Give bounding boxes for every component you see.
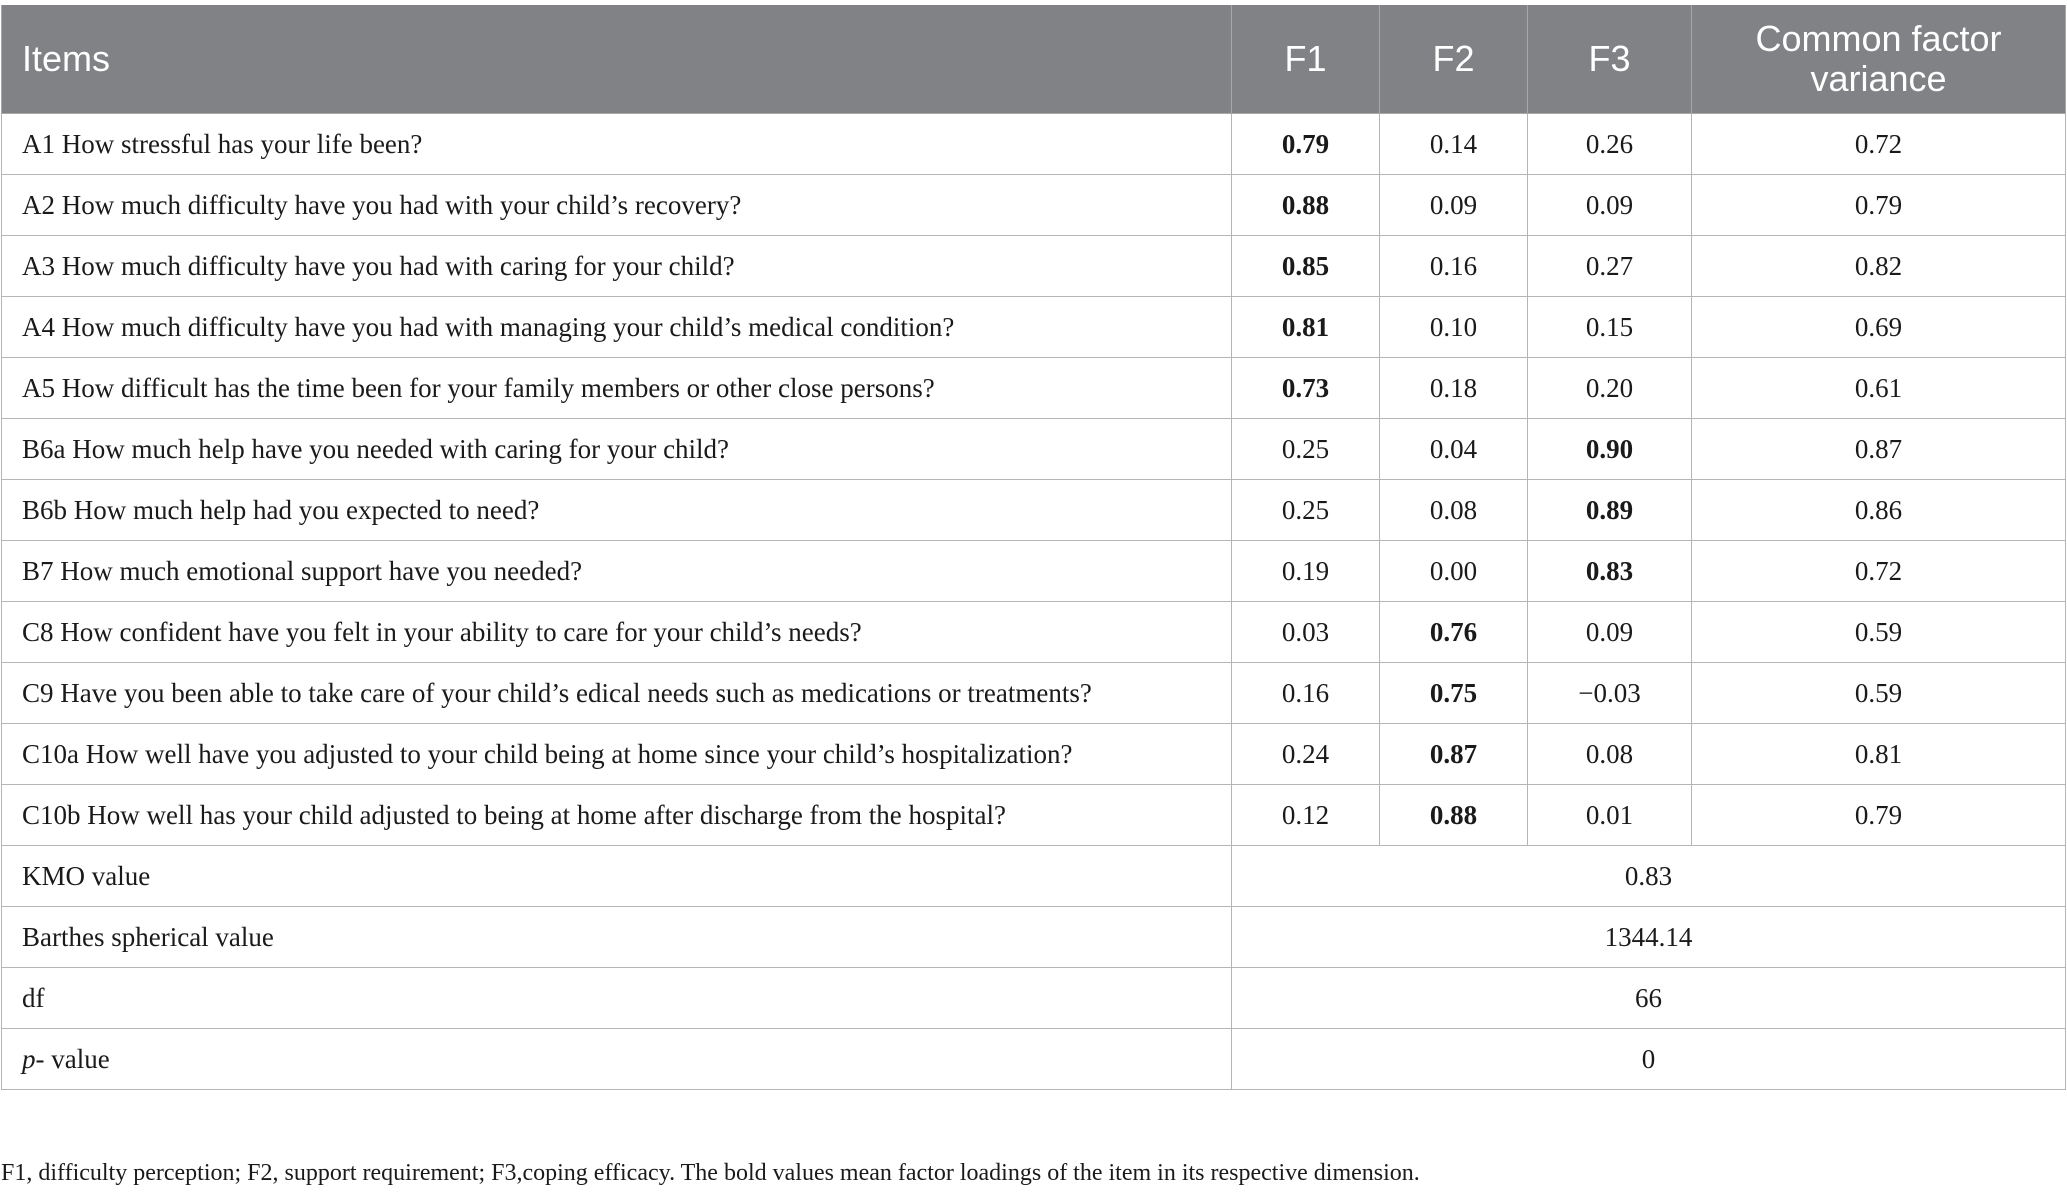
f2-cell: 0.18 <box>1380 358 1528 419</box>
item-cell: A2 How much difficulty have you had with your child’s recovery? <box>2 175 1232 236</box>
header-f1: F1 <box>1232 5 1380 114</box>
summary-value: 1344.14 <box>1232 907 2066 968</box>
cfv-cell: 0.69 <box>1692 297 2066 358</box>
cfv-cell: 0.59 <box>1692 663 2066 724</box>
cfv-cell: 0.59 <box>1692 602 2066 663</box>
summary-label: KMO value <box>2 846 1232 907</box>
p-italic: p <box>22 1043 36 1074</box>
f2-cell: 0.75 <box>1380 663 1528 724</box>
f1-cell: 0.25 <box>1232 480 1380 541</box>
table-body <box>2 114 2066 1090</box>
cfv-cell: 0.79 <box>1692 175 2066 236</box>
item-cell: A4 How much difficulty have you had with managing your child’s medical condition? <box>2 297 1232 358</box>
f3-cell: 0.01 <box>1528 785 1692 846</box>
f1-cell: 0.88 <box>1232 175 1380 236</box>
table-row <box>2 358 2066 419</box>
f2-cell: 0.09 <box>1380 175 1528 236</box>
f1-cell: 0.24 <box>1232 724 1380 785</box>
f1-cell: 0.25 <box>1232 419 1380 480</box>
table-row <box>2 724 2066 785</box>
summary-value: 66 <box>1232 968 2066 1029</box>
item-cell: C10a How well have you adjusted to your child being at home since your child’s hospitalization? <box>2 724 1232 785</box>
item-cell: C8 How confident have you felt in your ability to care for your child’s needs? <box>2 602 1232 663</box>
f3-cell: 0.89 <box>1528 480 1692 541</box>
table-header-row <box>2 5 2066 114</box>
item-cell: A1 How stressful has your life been? <box>2 114 1232 175</box>
cfv-cell: 0.87 <box>1692 419 2066 480</box>
f2-cell: 0.04 <box>1380 419 1528 480</box>
f3-cell: 0.27 <box>1528 236 1692 297</box>
item-cell: C10b How well has your child adjusted to being at home after discharge from the hospital? <box>2 785 1232 846</box>
table-row <box>2 175 2066 236</box>
f1-cell: 0.85 <box>1232 236 1380 297</box>
cfv-cell: 0.72 <box>1692 541 2066 602</box>
cfv-cell: 0.72 <box>1692 114 2066 175</box>
f3-cell: 0.20 <box>1528 358 1692 419</box>
table-row <box>2 297 2066 358</box>
f2-cell: 0.00 <box>1380 541 1528 602</box>
cfv-cell: 0.82 <box>1692 236 2066 297</box>
f1-cell: 0.16 <box>1232 663 1380 724</box>
f2-cell: 0.10 <box>1380 297 1528 358</box>
f1-cell: 0.03 <box>1232 602 1380 663</box>
summary-value: 0.83 <box>1232 846 2066 907</box>
summary-row-kmo <box>2 846 2066 907</box>
header-cfv-line1: Common factor <box>1755 18 2002 59</box>
f1-cell: 0.79 <box>1232 114 1380 175</box>
p-label-rest: - value <box>35 1043 110 1074</box>
header-cfv-line2: variance <box>1810 58 1947 99</box>
item-cell: B7 How much emotional support have you needed? <box>2 541 1232 602</box>
f2-cell: 0.16 <box>1380 236 1528 297</box>
summary-value: 0 <box>1232 1029 2066 1090</box>
f3-cell: 0.09 <box>1528 602 1692 663</box>
table-row <box>2 663 2066 724</box>
header-f3: F3 <box>1528 5 1692 114</box>
f3-cell: −0.03 <box>1528 663 1692 724</box>
item-cell: A5 How difficult has the time been for your family members or other close persons? <box>2 358 1232 419</box>
factor-loadings-table <box>1 5 2066 1090</box>
table-footnote: F1, difficulty perception; F2, support requirement; F3,coping efficacy. The bold values mean factor loadings of the item in its respective dimension. <box>1 1160 1420 1186</box>
header-f2: F2 <box>1380 5 1528 114</box>
f2-cell: 0.14 <box>1380 114 1528 175</box>
table-row <box>2 541 2066 602</box>
table-row <box>2 785 2066 846</box>
f3-cell: 0.08 <box>1528 724 1692 785</box>
table-row <box>2 236 2066 297</box>
item-cell: B6b How much help had you expected to need? <box>2 480 1232 541</box>
f3-cell: 0.15 <box>1528 297 1692 358</box>
f2-cell: 0.88 <box>1380 785 1528 846</box>
f3-cell: 0.26 <box>1528 114 1692 175</box>
cfv-cell: 0.86 <box>1692 480 2066 541</box>
f1-cell: 0.19 <box>1232 541 1380 602</box>
cfv-cell: 0.61 <box>1692 358 2066 419</box>
cfv-cell: 0.79 <box>1692 785 2066 846</box>
f3-cell: 0.09 <box>1528 175 1692 236</box>
f1-cell: 0.81 <box>1232 297 1380 358</box>
table-row <box>2 602 2066 663</box>
table-row <box>2 114 2066 175</box>
header-items: Items <box>2 5 1232 114</box>
summary-row-p-value <box>2 1029 2066 1090</box>
f2-cell: 0.87 <box>1380 724 1528 785</box>
cfv-cell: 0.81 <box>1692 724 2066 785</box>
f2-cell: 0.76 <box>1380 602 1528 663</box>
item-cell: A3 How much difficulty have you had with caring for your child? <box>2 236 1232 297</box>
f2-cell: 0.08 <box>1380 480 1528 541</box>
table-row <box>2 480 2066 541</box>
factor-analysis-table-container <box>1 5 2065 1090</box>
summary-label: df <box>2 968 1232 1029</box>
summary-row-barthes <box>2 907 2066 968</box>
table-row <box>2 419 2066 480</box>
item-cell: B6a How much help have you needed with caring for your child? <box>2 419 1232 480</box>
f1-cell: 0.12 <box>1232 785 1380 846</box>
f1-cell: 0.73 <box>1232 358 1380 419</box>
header-common-factor-variance <box>1692 5 2066 114</box>
f3-cell: 0.83 <box>1528 541 1692 602</box>
summary-label: Barthes spherical value <box>2 907 1232 968</box>
item-cell: C9 Have you been able to take care of your child’s edical needs such as medications or treatments? <box>2 663 1232 724</box>
f3-cell: 0.90 <box>1528 419 1692 480</box>
summary-label <box>2 1029 1232 1090</box>
summary-row-df <box>2 968 2066 1029</box>
